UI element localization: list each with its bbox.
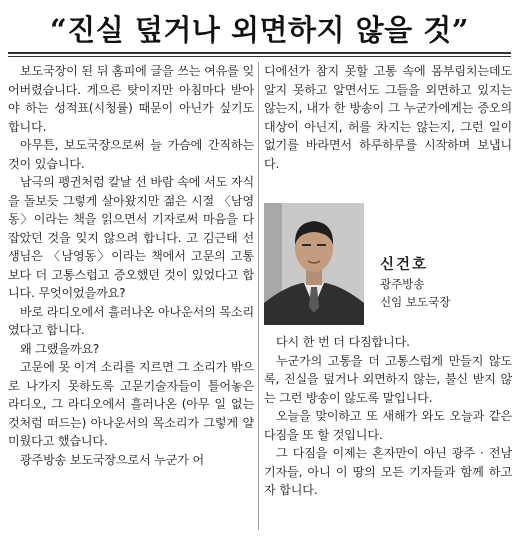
paragraph: 다시 한 번 더 다짐합니다. (276, 335, 410, 349)
paragraph: 그 다짐을 이제는 혼자만이 아닌 광주 · 전남 기자들, 아니 이 땅의 모든 기자들과 함께 하고자 합니다. (264, 446, 512, 497)
author-title: 신임 보도국장 (380, 295, 451, 309)
article-headline: “진실 덮거나 외면하지 않을 것” (50, 13, 469, 47)
paragraph: 바로 라디오에서 흘러나온 아나운서의 목소리였다고 합니다. (8, 304, 254, 337)
paragraph: 보도국장이 된 뒤 홈피에 글을 쓰는 여유를 잊어버렸습니다. 게으른 탓이지만 아침마다 받아야 하는 성적표(시청률) 때문이 아닌가 싶기도 합니다. (8, 64, 254, 134)
headline-rule-thin (8, 56, 511, 57)
paragraph: 디에선가 참지 못할 고통 속에 몸부림치는데도 알지 못하고 알면서도 그들을 외면하고 있지는 않는지, 내가 한 방송이 그 누군가에게는 증오의 대상이 아닌지, 허를 차지는 않는지, 그런 일이 없기를 바라면서 하루하루를 시작하며 보냅니다. (264, 64, 512, 171)
column-divider (258, 62, 259, 530)
paragraph: 남극의 펭귄처럼 칼날 선 바람 속에 서도 자식을 돌보듯 그렇게 살아왔지만 젊은 시절 〈남영동〉이라는 책을 읽으면서 기자로써 마음을 다잡았던 것을 잊지 않으려 합니다. 고 김근태 선생님은 〈남영동〉이라는 책에서 고문의 고통보다 더 고통스럽고 증오했던 것이 있었다고 합니다. 무엇이었을까요? (8, 175, 254, 300)
author-portrait-icon (264, 203, 364, 325)
headline-rule (8, 52, 511, 54)
right-column-top (264, 62, 512, 173)
author-photo (264, 203, 364, 325)
author-name: 신건호 (380, 257, 429, 273)
paragraph: 오늘을 맞이하고 또 새해가 와도 오늘과 같은 다짐을 또 할 것입니다. (264, 409, 512, 442)
right-column-bottom (264, 333, 512, 500)
author-profile (264, 203, 512, 325)
paragraph: 광주방송 보도국장으로서 누군가 어 (20, 452, 205, 467)
left-column (8, 62, 254, 469)
paragraph: 고문에 못 이겨 소리를 지르면 그 소리가 밖으로 나가지 못하도록 고문기술자들이 틀어놓은 라디오, 그 라디오에서 흘러나온 (아무 일 없는 것처럼 떠드는) 아나운서의 목소리가 그렇게 얄미웠다고 했습니다. (8, 360, 254, 448)
paragraph: 아무튼, 보도국장으로써 늘 가슴에 간직하는 것이 있습니다. (8, 138, 254, 171)
author-affiliation: 광주방송 (380, 277, 425, 291)
paragraph: 누군가의 고통을 더 고통스럽게 만들지 않도록, 진실을 덮거나 외면하지 않는, 불신 받지 않는 그런 방송이 않도록 말입니다. (264, 353, 512, 405)
paragraph: 왜 그랬을까요? (20, 341, 100, 356)
